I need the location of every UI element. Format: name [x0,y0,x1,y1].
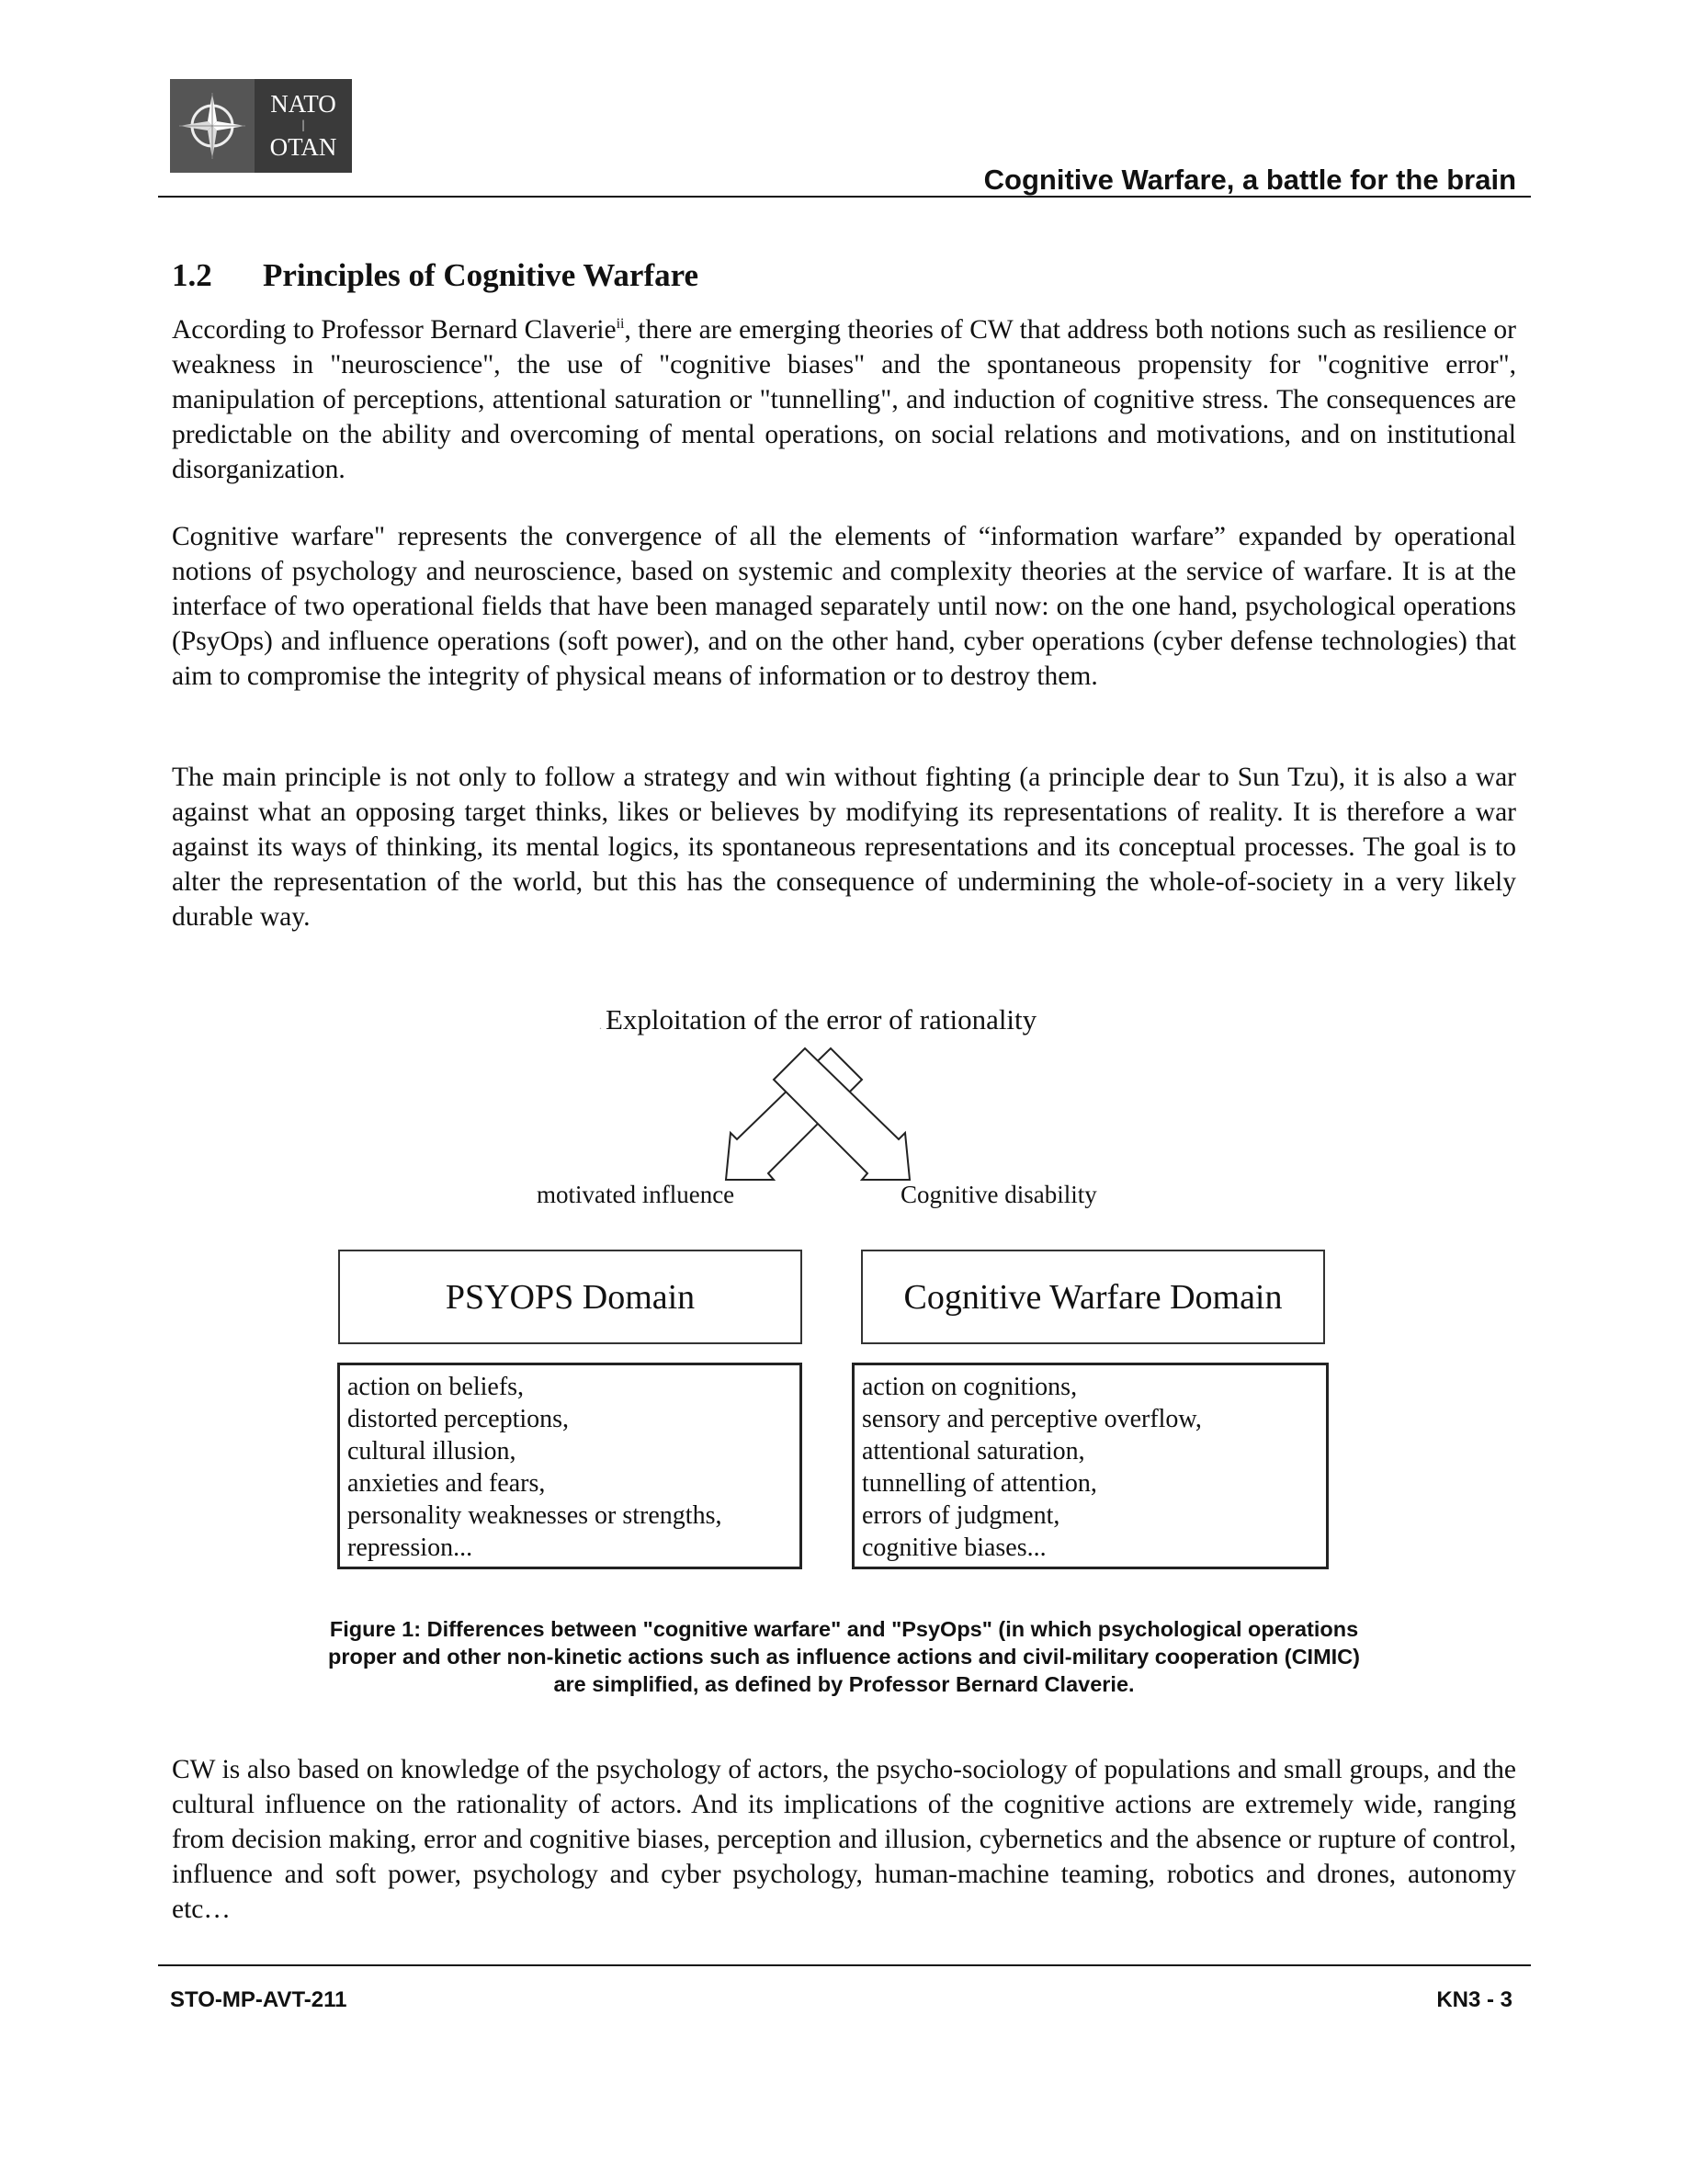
stray-dot-mark: . [599,1019,602,1032]
list-item: cognitive biases... [862,1533,1047,1562]
footer-divider [158,1964,1531,1966]
list-item: errors of judgment, [862,1501,1060,1530]
list-item: tunnelling of attention, [862,1469,1097,1498]
logo-text-bottom: OTAN [269,133,337,161]
paragraph-4: CW is also based on knowledge of the psychology of actors, the psycho-sociology of populations and small groups, and the cultural influence on the rationality of actors. And its implications of the cognitive actions are extremely wide, ranging from decision making, error and cognitive biases, perception and illusion, cybernetics and the absence or rupture of control, influence and soft power, psychology and cyber psychology, human-machine teaming, robotics and drones, autonomy etc… [172,1755,1516,1924]
paragraph-1-rest: , there are emerging theories of CW that address both notions such as resilience or weakness in "neuroscience", the use of "cognitive biases" and the spontaneous propensity for "cognitive error", manipulation of perceptions, attentional saturation or "tunnelling", and induction of cognitive stress. The consequences are predictable on the ability and overcoming of mental operations, on social relations and motivations, and on institutional disorganization. [172,315,1517,484]
cognitive-warfare-items-box [852,1363,1329,1569]
caption-line: Figure 1: Differences between "cognitive warfare" and "PsyOps" (in which psychological operations [329,1617,1359,1641]
caption-line: proper and other non-kinetic actions such as influence actions and civil-military cooperation (CIMIC) [328,1645,1360,1669]
psyops-domain-title: PSYOPS Domain [445,1277,696,1317]
nato-compass-star-icon [170,79,255,173]
paragraph-3: The main principle is not only to follow a strategy and win without fighting (a principle dear to Sun Tzu), it is also a war against what an opposing target thinks, likes or believes by modifying its representations of reality. It is therefore a war against its ways of thinking, its mental logics, its spontaneous representations and its conceptual processes. The goal is to alter the representation of the world, but this has the consequence of undermining the whole-of-society in a very likely durable way. [172,763,1516,932]
figure-caption [221,1615,1467,1698]
list-item: distorted perceptions, [347,1405,570,1433]
figure-top-label-text: Exploitation of the error of rationality [606,1003,1037,1035]
paragraph-1 [172,312,1516,487]
list-item: action on cognitions, [862,1373,1078,1401]
diverging-arrows-diagram [717,1043,919,1181]
list-item: anxieties and fears, [347,1469,546,1498]
section-number: 1.2 [172,257,212,293]
list-item: action on beliefs, [347,1373,525,1401]
header-divider [158,196,1531,198]
logo-text-top: NATO [270,90,336,118]
psyops-domain-box [338,1250,802,1344]
list-item: personality weaknesses or strengths, [347,1501,722,1530]
motivated-influence-label: motivated influence [537,1181,735,1208]
list-item: attentional saturation, [862,1437,1085,1465]
logo-text-separator: | [301,119,305,132]
nato-otan-logo [170,79,352,173]
caption-line: are simplified, as defined by Professor Bernard Claverie. [553,1672,1135,1696]
document-code: STO-MP-AVT-211 [170,1987,347,2012]
list-item: repression... [347,1533,473,1562]
cognitive-disability-label: Cognitive disability [901,1181,1097,1208]
paragraph-1-start: According to Professor Bernard Claverie [172,315,617,345]
page-number: KN3 - 3 [1436,1987,1512,2012]
running-header-title: Cognitive Warfare, a battle for the brain [983,164,1516,196]
list-item: cultural illusion, [347,1437,516,1465]
list-item: sensory and perceptive overflow, [862,1405,1202,1433]
figure-top-label [599,1003,1037,1036]
logo-wordmark [255,79,352,173]
cognitive-warfare-domain-title: Cognitive Warfare Domain [903,1277,1283,1317]
psyops-items-box [337,1363,802,1569]
cognitive-warfare-domain-box [861,1250,1325,1344]
footnote-reference[interactable]: ii [616,316,625,333]
section-heading [172,257,698,294]
section-title: Principles of Cognitive Warfare [263,257,699,293]
paragraph-2: Cognitive warfare" represents the convergence of all the elements of “information warfare” expanded by operational notions of psychology and neuroscience, based on systemic and complexity theories at the service of warfare. It is at the interface of two operational fields that have been managed separately until now: on the one hand, psychological operations (PsyOps) and influence operations (soft power), and on the other hand, cyber operations (cyber defense technologies) that aim to compromise the integrity of physical means of information or to destroy them. [172,522,1516,691]
